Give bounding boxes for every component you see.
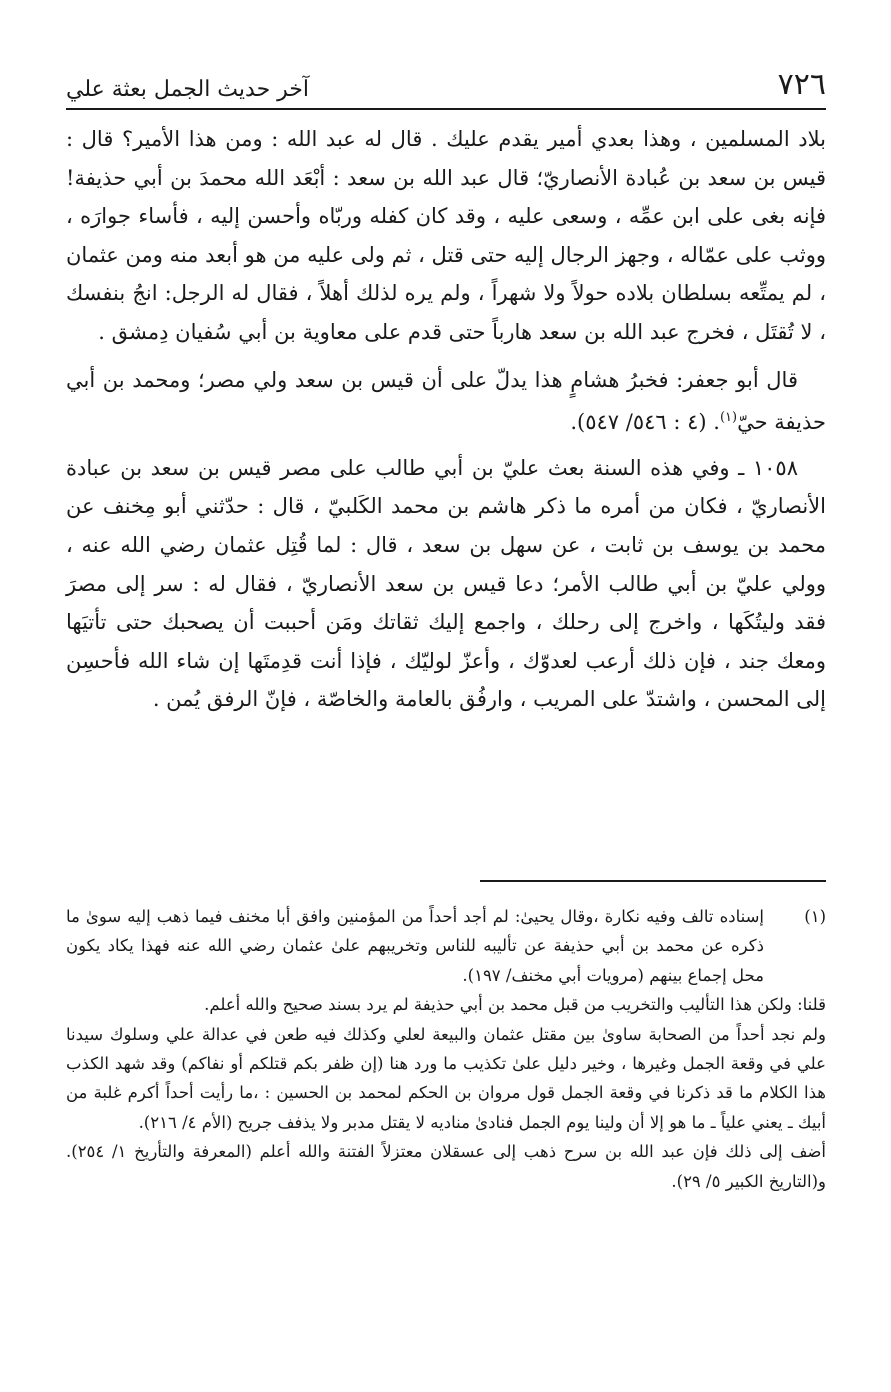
footnote-note-4: أضف إلى ذلك فإن عبد الله بن سرح ذهب إلى عسقلان معتزلاً الفتنة والله أعلم (المعرفة والتأريخ ١/ ٢٥٤). و(التاريخ الكبير ٥/ ٢٩). xyxy=(66,1142,826,1191)
paragraph-3: ١٠٥٨ ـ وفي هذه السنة بعث عليّ بن أبي طالب على مصر قيس بن سعد بن عبادة الأنصاريّ ، فكان من أمره ما ذكر هاشم بن محمد الكَلبيّ ، قال : حدّثني أبو مِخنف عن محمد بن يوسف بن ثابت ، عن سهل بن سعد ، قال : لما قُتِل عثمان رضي الله عنه ، وولي عليّ بن أبي طالب الأمر؛ دعا قيس بن سعد الأنصاريّ ، فقال له : سر إلى مصرَ فقد وليتُكَها ، واخرج إلى رحلك ، واجمع إليك ثقاتك ومَن أحببت أن يصحبك حتى تأتيَها ومعك جند ، فإن ذلك أرعب لعدوّك ، وأعزّ لوليّك ، فإذا أنت قدِمتَها إن شاء الله فأحسِن إلى المحسن ، واشتدّ على المريب ، وارفُق بالعامة والخاصّة ، فإنّ الرفق يُمن . xyxy=(66,455,826,712)
main-text xyxy=(66,120,826,719)
running-title: آخر حديث الجمل بعثة علي xyxy=(66,77,310,102)
paragraph-2-citation: . (٤ : ٥٤٦/ ٥٤٧). xyxy=(570,410,720,435)
paragraph-2 xyxy=(66,361,826,442)
page-header xyxy=(66,68,826,102)
footnote-1 xyxy=(66,902,826,990)
footnote-note-3: ولم نجد أحداً من الصحابة ساوىٰ بين مقتل عثمان والبيعة لعلي وكذلك فيه طعن في عدالة علي وسلوك سيدنا علي في وقعة الجمل وغيرها ، وخير دليل علىٰ تكذيب ما ورد هنا (إن ظفر بكم قتلكم أو نفاكم) وقد شهد الكذب هذا الكلام ما قد ذكرنا في وقعة الجمل قول مروان بن الحكم لمحمد بن الحسين : ،ما رأيت أحداً أكرم غلبة من أبيك ـ يعني علياً ـ ما هو إلا أن ولينا يوم الجمل فنادىٰ مناديه لا يقتل مدبر ولا يذفف جريح (الأم ٤/ ٢١٦). xyxy=(66,1024,826,1132)
header-rule xyxy=(66,108,826,110)
footnote-note-2: قلنا: ولكن هذا التأليب والتخريب من قبل محمد بن أبي حذيفة لم يرد بسند صحيح والله أعلم. xyxy=(204,995,826,1015)
footnote-reference: (١) xyxy=(719,410,738,426)
footnote-marker: (١) xyxy=(804,907,826,926)
page-number: ٧٢٦ xyxy=(777,67,826,102)
paragraph-2-text: قال أبو جعفر: فخبرُ هشامٍ هذا يدلّ على أن قيس بن سعد ولي مصر؛ ومحمد بن أبي حذيفة حيّ xyxy=(66,367,826,435)
footnote-1-text: إسناده تالف وفيه نكارة ،وقال يحيىٰ: لم أجد أحداً من المؤمنين وافق أبا مخنف فيما ذهب إليه سوىٰ ما ذكره عن محمد بن أبي حذيفة عن تأليبه للناس وتخريبهم علىٰ عثمان رضي الله عنه فهذا يكاد يكون محل إجماع بينهم (مرويات أبي مخنف/ ١٩٧). xyxy=(66,907,764,985)
footnote-rule xyxy=(480,880,826,882)
paragraph-1: بلاد المسلمين ، وهذا بعدي أمير يقدم عليك . قال له عبد الله : ومن هذا الأمير؟ قال : قيس بن سعد بن عُبادة الأنصاريّ؛ قال عبد الله بن سعد : أبْعَد الله محمدَ بن أبي حذيفة! فإنه بغى على ابن عمِّه ، وسعى عليه ، وقد كان كفله وربّاه وأحسن إليه ، فأساء جوارَه ، ووثب على عمّاله ، وجهز الرجال إليه حتى قتل ، ثم ولى عليه من هو أبعد منه ومن عثمان ، لم يمتِّعه بسلطان بلاده حولاً ولا شهراً ، ولم يره لذلك أهلاً ، فقال له الرجل: انجُ بنفسك ، لا تُقتَل ، فخرج عبد الله بن سعد هارباً حتى قدم على معاوية بن أبي سُفيان دِمشق . xyxy=(66,127,826,344)
footnotes xyxy=(66,902,826,1196)
